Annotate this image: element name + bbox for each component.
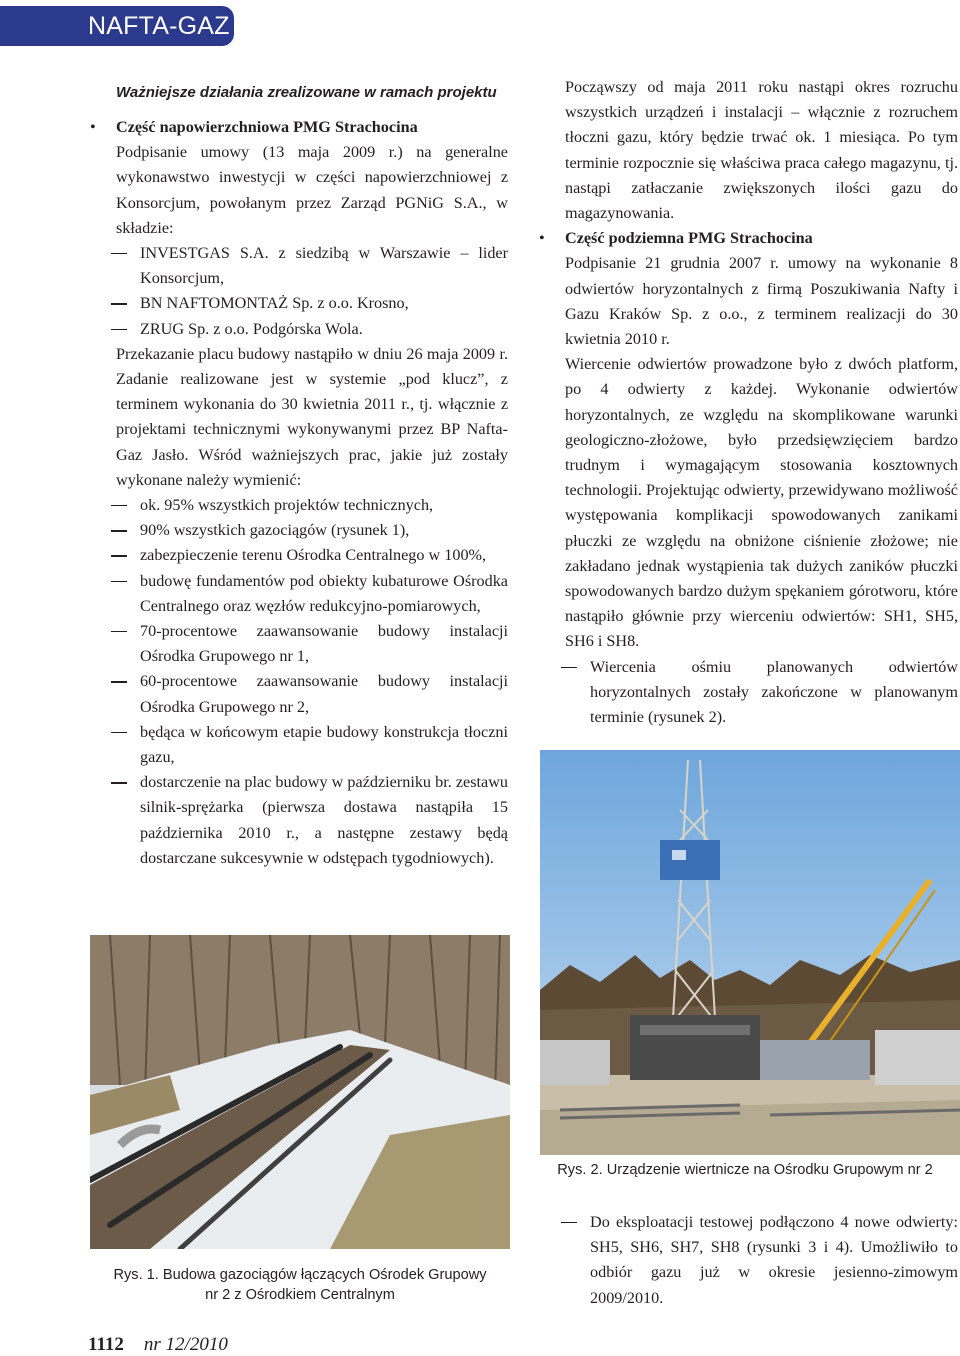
list-item: 90% wszystkich gazociągów (rysunek 1), bbox=[140, 518, 508, 543]
list-item: będąca w końcowym etapie budowy konstrukcja tłoczni gazu, bbox=[140, 720, 508, 770]
works-list bbox=[88, 493, 508, 871]
list-item: dostarczenie na plac budowy w październiku br. zestawu silnik-sprężarka (pierwsza dostawa nastąpiła 15 października 2010 r., a następne zestawy będą dostarczane sukcesywnie w odstępach tygodniowych). bbox=[140, 770, 508, 871]
paragraph: Począwszy od maja 2011 roku nastąpi okres rozruchu wszystkich urządzeń i instalacji – włącznie z rozruchem tłoczni gazu, który będzie trwać ok. 1 miesiąca. Po tym terminie rozpocznie się właściwa praca całego magazynu, tj. nastąpi zatłaczanie zwiększonych ilości gazu do magazynowania. bbox=[565, 78, 958, 223]
bullet-text: Podpisanie umowy (13 maja 2009 r.) na generalne wykonawstwo inwestycji w części napowierzchniowej z Konsorcjum, powołanym przez Zarząd PGNiG S.A., w składzie: bbox=[116, 143, 508, 237]
left-column bbox=[88, 80, 508, 871]
bullet-icon: • bbox=[539, 229, 545, 248]
page-number: 1112 bbox=[88, 1334, 124, 1355]
bullet-text: Podpisanie 21 grudnia 2007 r. umowy na wykonanie 8 odwiertów horyzontalnych z firmą Poszukiwania Nafty i Gazu Kraków Sp. z o.o., z terminem realizacji do 30 kwietnia 2010 r. bbox=[565, 254, 958, 349]
list-item: zabezpieczenie terenu Ośrodka Centralnego w 100%, bbox=[140, 543, 508, 568]
figure-1-caption: Rys. 1. Budowa gazociągów łączących Ośrodek Grupowy nr 2 z Ośrodkiem Centralnym bbox=[113, 1267, 487, 1303]
right-column bbox=[539, 75, 958, 730]
drilling-list bbox=[565, 655, 958, 731]
figure-2-caption: Rys. 2. Urządzenie wiertnicze na Ośrodku Grupowym nr 2 bbox=[557, 1162, 933, 1178]
drilling-rig-photo bbox=[540, 750, 960, 1155]
issue-number: nr 12/2010 bbox=[143, 1334, 228, 1355]
bullet-heading: Część napowierzchniowa PMG Strachocina bbox=[116, 118, 418, 136]
list-item: 70-procentowe zaawansowanie budowy instalacji Ośrodka Grupowego nr 1, bbox=[140, 619, 508, 669]
list-item: budowę fundamentów pod obiekty kubaturowe Ośrodka Centralnego oraz węzłów redukcyjno-pomiarowych, bbox=[140, 569, 508, 619]
journal-title: NAFTA-GAZ bbox=[88, 12, 230, 40]
bullet-heading: Część podziemna PMG Strachocina bbox=[565, 229, 813, 248]
bullet-underground-part bbox=[537, 226, 958, 654]
paragraph: Przekazanie placu budowy nastąpiło w dniu 26 maja 2009 r. Zadanie realizowane jest w systemie „pod klucz”, z terminem wykonania do 30 kwietnia 2011 r., tj. włącznie z projektami technicznymi wykonywanymi przez BP Nafta-Gaz Jasło. Wśród ważniejszych prac, jakie już zostały wykonane należy wymienić: bbox=[116, 344, 508, 489]
journal-header-tab bbox=[0, 6, 234, 46]
right-column-bottom bbox=[565, 1210, 958, 1311]
bullet-surface-part bbox=[88, 115, 508, 241]
list-item: 60-procentowe zaawansowanie budowy instalacji Ośrodka Grupowego nr 2, bbox=[140, 669, 508, 719]
consortium-list bbox=[88, 241, 508, 342]
list-item: ok. 95% wszystkich projektów technicznych, bbox=[140, 493, 508, 518]
list-item: Do eksploatacji testowej podłączono 4 nowe odwierty: SH5, SH6, SH7, SH8 (rysunki 3 i 4). Umożliwiło to odbiór gazu już w okresie jesienno-zimowym 2009/2010. bbox=[590, 1210, 958, 1311]
pipeline-construction-photo bbox=[90, 935, 510, 1249]
paragraph: Wiercenie odwiertów prowadzone było z dwóch platform, po 4 odwierty z każdej. Wykonanie odwiertów horyzontalnych, ze względu na skomplikowane warunki geologiczno-złożowe, było przedsięwzięciem bardzo trudnym i wymagającym stosowania kosztownych technologii. Projektując odwierty, przewidywano możliwość występowania komplikacji spowodowanych zanikami płuczki ze względu na obniżone ciśnienie złożowe; nie zakładano jednak wystąpienia tak dużych zaników płuczki spowodowanych bardzo dużym spękaniem górotworu, które nastąpiło głównie przy wierceniu odwiertów: SH1, SH5, SH6 i SH8. bbox=[565, 355, 958, 651]
list-item: BN NAFTOMONTAŻ Sp. z o.o. Krosno, bbox=[140, 291, 508, 316]
section-title: Ważniejsze działania zrealizowane w ramach projektu bbox=[116, 84, 497, 101]
page-footer bbox=[88, 1334, 228, 1356]
list-item: INVESTGAS S.A. z siedzibą w Warszawie – lider Konsorcjum, bbox=[140, 241, 508, 291]
bullet-icon: • bbox=[90, 118, 96, 136]
connection-list bbox=[565, 1210, 958, 1311]
list-item: Wiercenia ośmiu planowanych odwiertów horyzontalnych zostały zakończone w planowanym terminie (rysunek 2). bbox=[590, 655, 958, 731]
list-item: ZRUG Sp. z o.o. Podgórska Wola. bbox=[140, 317, 508, 342]
